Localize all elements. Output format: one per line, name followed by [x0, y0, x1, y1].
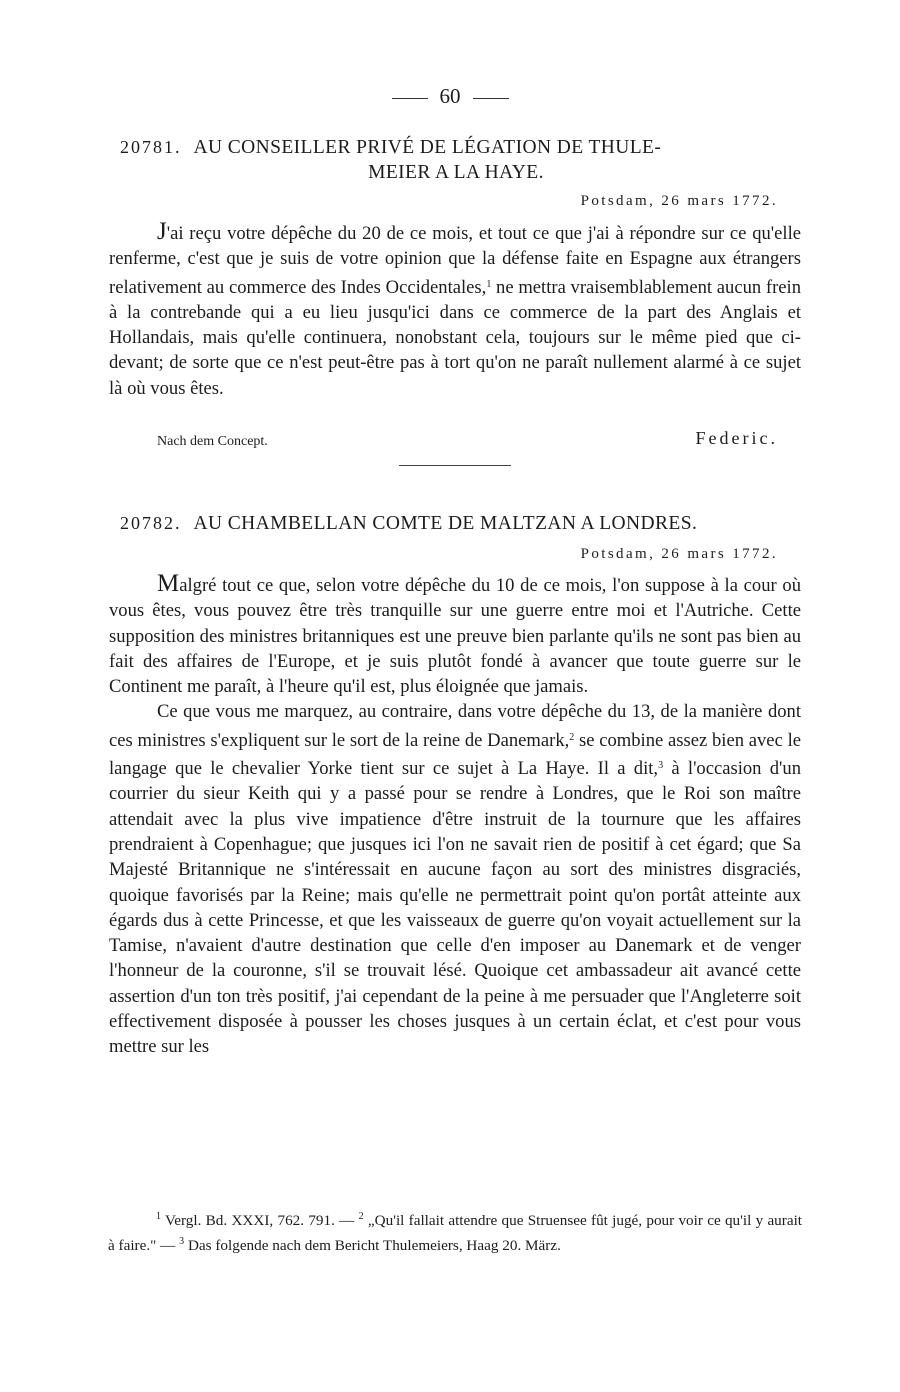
- paragraph: [109, 219, 801, 401]
- paragraph: [109, 571, 801, 699]
- footnote-text: „Qu'il fallait attendre que Struensee fût jugé, pour voir ce qu'il y aurait à faire." —: [108, 1212, 803, 1254]
- footnote-marker: 3: [179, 1236, 185, 1247]
- footnote-ref: 1: [486, 278, 492, 290]
- letter-title-line2: MEIER A LA HAYE.: [368, 162, 544, 183]
- letter-heading-20781: [120, 135, 792, 185]
- letter-body-20782: [109, 571, 801, 1060]
- paragraph-text: ne mettra vraisemblablement aucun frein à la contrebande qui a eu lieu jusqu'ici dans ce commerce de la part des Anglais et Hollandais, mais qu'elle continuera, nonobstant cela, toujours sur le même pied que ci-devant; de sorte que ce n'est peut-être pas à tort qu'on ne paraît nullement alarmé à ce sujet là où vous êtes.: [109, 276, 801, 399]
- footnotes: [108, 1206, 802, 1256]
- dash-right: [473, 98, 509, 99]
- place-date: Potsdam, 26 mars 1772.: [580, 193, 778, 209]
- letter-title-line1: AU CONSEILLER PRIVÉ DE LÉGATION DE THULE-: [193, 137, 662, 158]
- footnote-text: Vergl. Bd. XXXI, 762. 791. —: [161, 1212, 359, 1229]
- paragraph-text: à l'occasion d'un courrier du sieur Keith qui y a passé pour se rendre à Londres, que le Roi son maître attendait avec la plus vive impatience d'être instruit de la tournure que les affaires prendraient à Copenhague; que jusques ici l'on ne savait rien de positif à cet égard; que Sa Majesté Britannique ne s'intéressait en aucune façon au sort des ministres disgraciés, quoique favorisés par la Reine; mais qu'elle ne permettrait point qu'on portât atteinte aux égards dus à cette Princesse, et que les vaisseaux de guerre qu'on voyait actuellement sur la Tamise, n'avaient d'autre destination que celle d'en imposer au Danemark et de venger l'honneur de la couronne, s'il se trouvait lésé. Quoique cet ambassadeur ait avancé cette assertion d'un ton très positif, j'ai cependant de la peine à me persuader que l'Angleterre soit effectivement disposée à pousser les choses jusques à un certain éclat, et c'est pour vous mettre sur les: [109, 758, 801, 1058]
- page-number-line: [0, 84, 900, 109]
- footnote-text: Das folgende nach dem Bericht Thulemeiers, Haag 20. März.: [184, 1237, 561, 1254]
- source-note: Nach dem Concept.: [157, 434, 268, 449]
- initial-letter: M: [157, 570, 180, 597]
- footnote-marker: 1: [156, 1211, 161, 1222]
- letter-heading-20782: [120, 511, 792, 536]
- footnote-marker: 2: [358, 1211, 364, 1222]
- letter-title-line1: AU CHAMBELLAN COMTE DE MALTZAN A LONDRES.: [193, 513, 698, 534]
- footnote-ref: 3: [658, 760, 664, 772]
- footnote-ref: 2: [569, 731, 575, 743]
- page-number: 60: [439, 84, 461, 108]
- paragraph-text: 'ai reçu votre dépêche du 20 de ce mois, et tout ce que j'ai à répondre sur ce qu'elle renferme, c'est que je suis de votre opinion que la défense faite en Espagne aux étrangers relativement au commerce des Indes Occidentales,: [109, 223, 801, 298]
- paragraph-text: Ce que vous me marquez, au contraire, dans votre dépêche du 13, de la manière dont ces ministres s'expliquent sur le sort de la reine de Danemark,: [109, 701, 801, 751]
- letter-number: 20782.: [120, 513, 182, 533]
- paragraph-text: se combine assez bien avec le langage que le chevalier Yorke tient sur ce sujet à La Haye. Il a dit,: [109, 729, 801, 780]
- signature: Federic.: [695, 428, 778, 448]
- letter-number: 20781.: [120, 137, 182, 157]
- initial-letter: J: [157, 218, 167, 245]
- paragraph-text: algré tout ce que, selon votre dépêche du 10 de ce mois, l'on suppose à la cour où vous êtes, vous pouvez être très tranquille sur une guerre entre moi et l'Autriche. Cette supposition des ministres britanniques est une preuve bien parlante qu'ils ne sont pas bien au fait des affaires de l'Europe, et je suis plutôt fondé à avancer que toute guerre sur le Continent me paraît, à l'heure qu'il est, plus éloignée que jamais.: [109, 575, 801, 698]
- separator-rule: [399, 465, 511, 466]
- letter-body-20781: [109, 219, 801, 401]
- paragraph: [109, 699, 801, 1059]
- dash-left: [392, 98, 428, 99]
- place-date: Potsdam, 26 mars 1772.: [580, 546, 778, 562]
